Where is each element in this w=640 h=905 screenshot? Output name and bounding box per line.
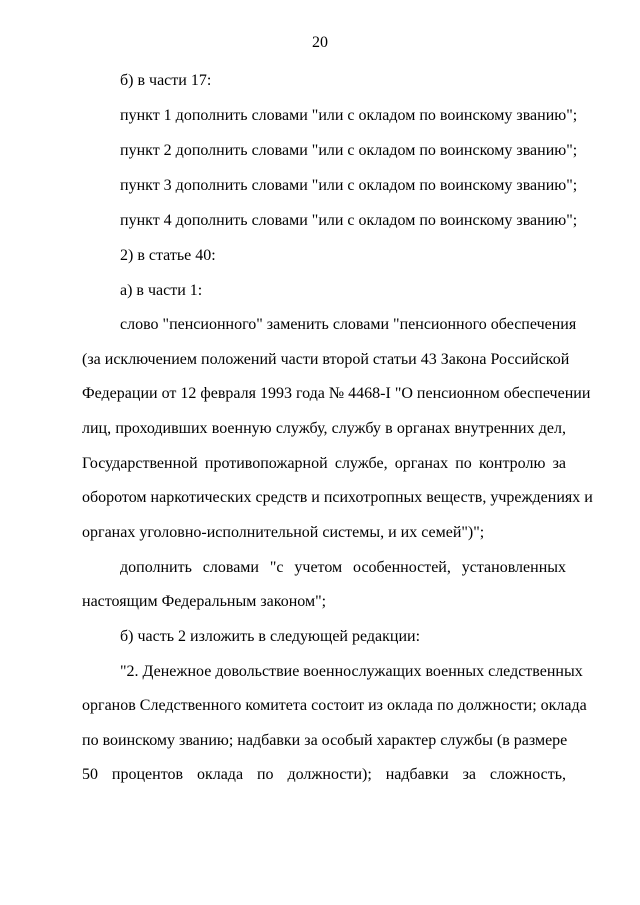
page-number: 20 [312, 34, 328, 51]
text-line: дополнить словами "с учетом особенностей, установленных [120, 559, 566, 576]
text-line: (за исключением положений части второй статьи 43 Закона Российской [82, 351, 570, 368]
text-line: пункт 3 дополнить словами "или с окладом по воинскому званию"; [120, 177, 578, 194]
text-line: "2. Денежное довольствие военнослужащих военных следственных [120, 663, 583, 680]
text-line: Государственной противопожарной службе, органах по контролю за [82, 455, 566, 472]
text-line: пункт 1 дополнить словами "или с окладом по воинскому званию"; [120, 107, 578, 124]
text-line: органов Следственного комитета состоит из оклада по должности; оклада [82, 697, 587, 714]
text-line: б) часть 2 изложить в следующей редакции: [120, 628, 421, 645]
text-line: Федерации от 12 февраля 1993 года № 4468-I "О пенсионном обеспечении [82, 385, 591, 402]
text-line: пункт 2 дополнить словами "или с окладом по воинскому званию"; [120, 142, 578, 159]
text-line: оборотом наркотических средств и психотропных веществ, учреждениях и [82, 489, 593, 506]
text-line: 2) в статье 40: [120, 247, 216, 264]
text-line: 50 процентов оклада по должности); надбавки за сложность, [82, 766, 566, 783]
text-line: настоящим Федеральным законом"; [82, 593, 327, 610]
text-line: лиц, проходивших военную службу, службу в органах внутренних дел, [82, 420, 566, 437]
text-line: слово "пенсионного" заменить словами "пенсионного обеспечения [120, 316, 577, 333]
text-line: пункт 4 дополнить словами "или с окладом по воинскому званию"; [120, 212, 578, 229]
text-line: а) в части 1: [120, 282, 203, 299]
text-line: б) в части 17: [120, 72, 212, 89]
text-line: по воинскому званию; надбавки за особый характер службы (в размере [82, 732, 568, 749]
text-line: органах уголовно-исполнительной системы, и их семей")"; [82, 524, 485, 541]
